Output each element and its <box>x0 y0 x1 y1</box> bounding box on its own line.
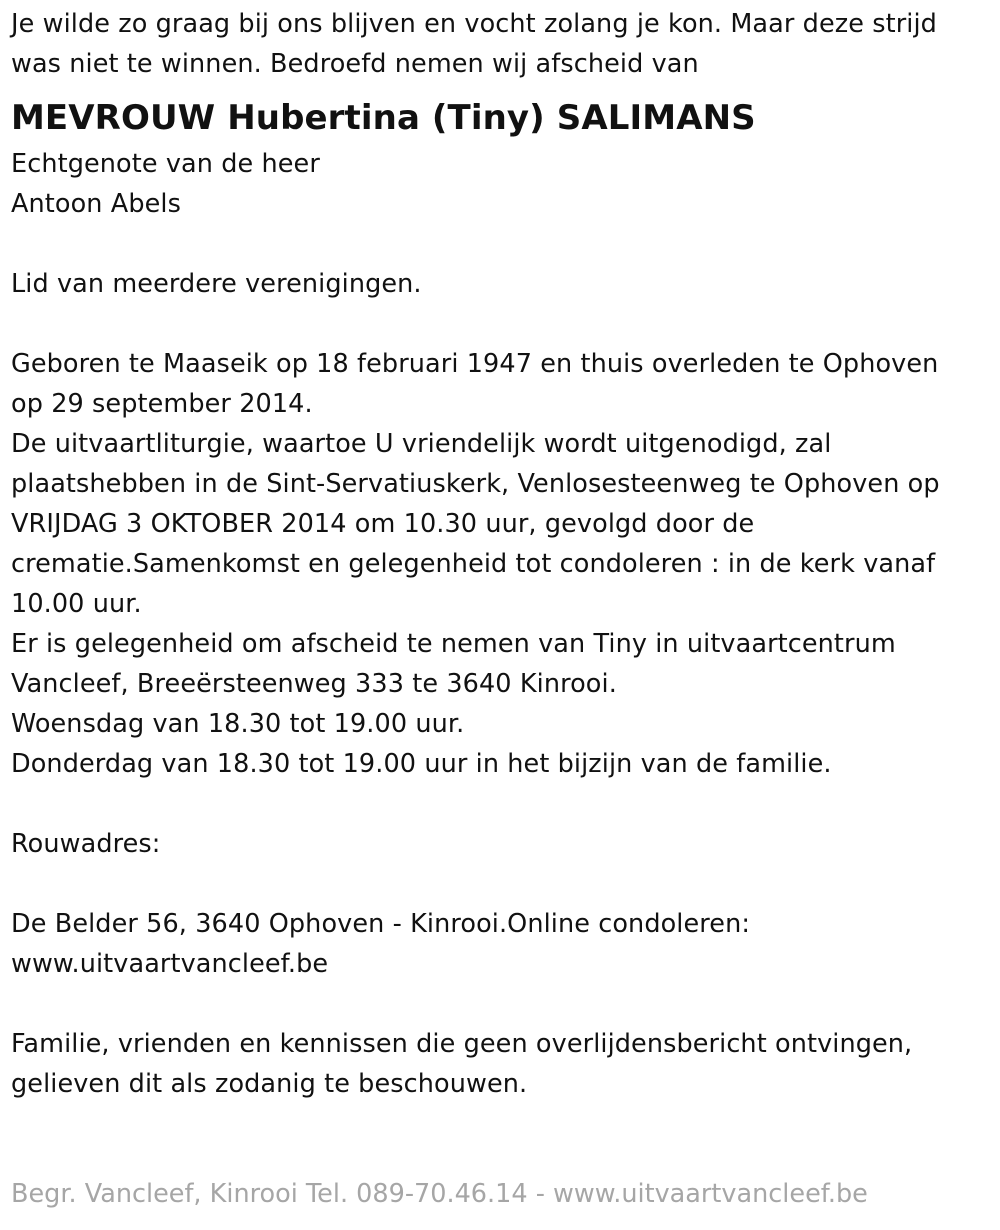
details-line: 10.00 uur. <box>11 589 142 619</box>
website-text: www.uitvaartvancleef.be <box>11 949 329 979</box>
deceased-name: MEVROUW Hubertina (Tiny) SALIMANS <box>11 98 756 138</box>
funeral-home-footer: Begr. Vancleef, Kinrooi Tel. 089-70.46.14 - www.uitvaartvancleef.be <box>11 1179 868 1209</box>
details-line: op 29 september 2014. <box>11 389 313 419</box>
membership-text: Lid van meerdere verenigingen. <box>11 269 422 299</box>
address-line: De Belder 56, 3640 Ophoven - Kinrooi.Online condoleren: <box>11 909 751 939</box>
closing-line: gelieven dit als zodanig te beschouwen. <box>11 1069 528 1099</box>
details-line: Geboren te Maaseik op 18 februari 1947 en thuis overleden te Ophoven <box>11 349 939 379</box>
spouse-name: Antoon Abels <box>11 189 181 219</box>
details-line: plaatshebben in de Sint-Servatiuskerk, Venlosesteenweg te Ophoven op <box>11 469 940 499</box>
details-line: Woensdag van 18.30 tot 19.00 uur. <box>11 709 465 739</box>
details-line: Er is gelegenheid om afscheid te nemen van Tiny in uitvaartcentrum <box>11 629 896 659</box>
details-line: Donderdag van 18.30 tot 19.00 uur in het bijzijn van de familie. <box>11 749 832 779</box>
closing-line: Familie, vrienden en kennissen die geen overlijdensbericht ontvingen, <box>11 1029 913 1059</box>
spacer <box>11 224 991 264</box>
intro-line: was niet te winnen. Bedroefd nemen wij afscheid van <box>11 49 699 79</box>
address-label: Rouwadres: <box>11 829 161 859</box>
details-line: VRIJDAG 3 OKTOBER 2014 om 10.30 uur, gevolgd door de <box>11 509 755 539</box>
details-line: De uitvaartliturgie, waartoe U vriendelijk wordt uitgenodigd, zal <box>11 429 832 459</box>
spacer <box>11 784 991 824</box>
intro-line: Je wilde zo graag bij ons blijven en vocht zolang je kon. Maar deze strijd <box>11 9 937 39</box>
spacer <box>11 304 991 344</box>
spacer <box>11 984 991 1024</box>
details-line: crematie.Samenkomst en gelegenheid tot condoleren : in de kerk vanaf <box>11 549 936 579</box>
spacer <box>11 864 991 904</box>
details-line: Vancleef, Breeërsteenweg 333 te 3640 Kinrooi. <box>11 669 617 699</box>
spouse-line: Echtgenote van de heer <box>11 149 320 179</box>
death-notice <box>11 4 991 1104</box>
